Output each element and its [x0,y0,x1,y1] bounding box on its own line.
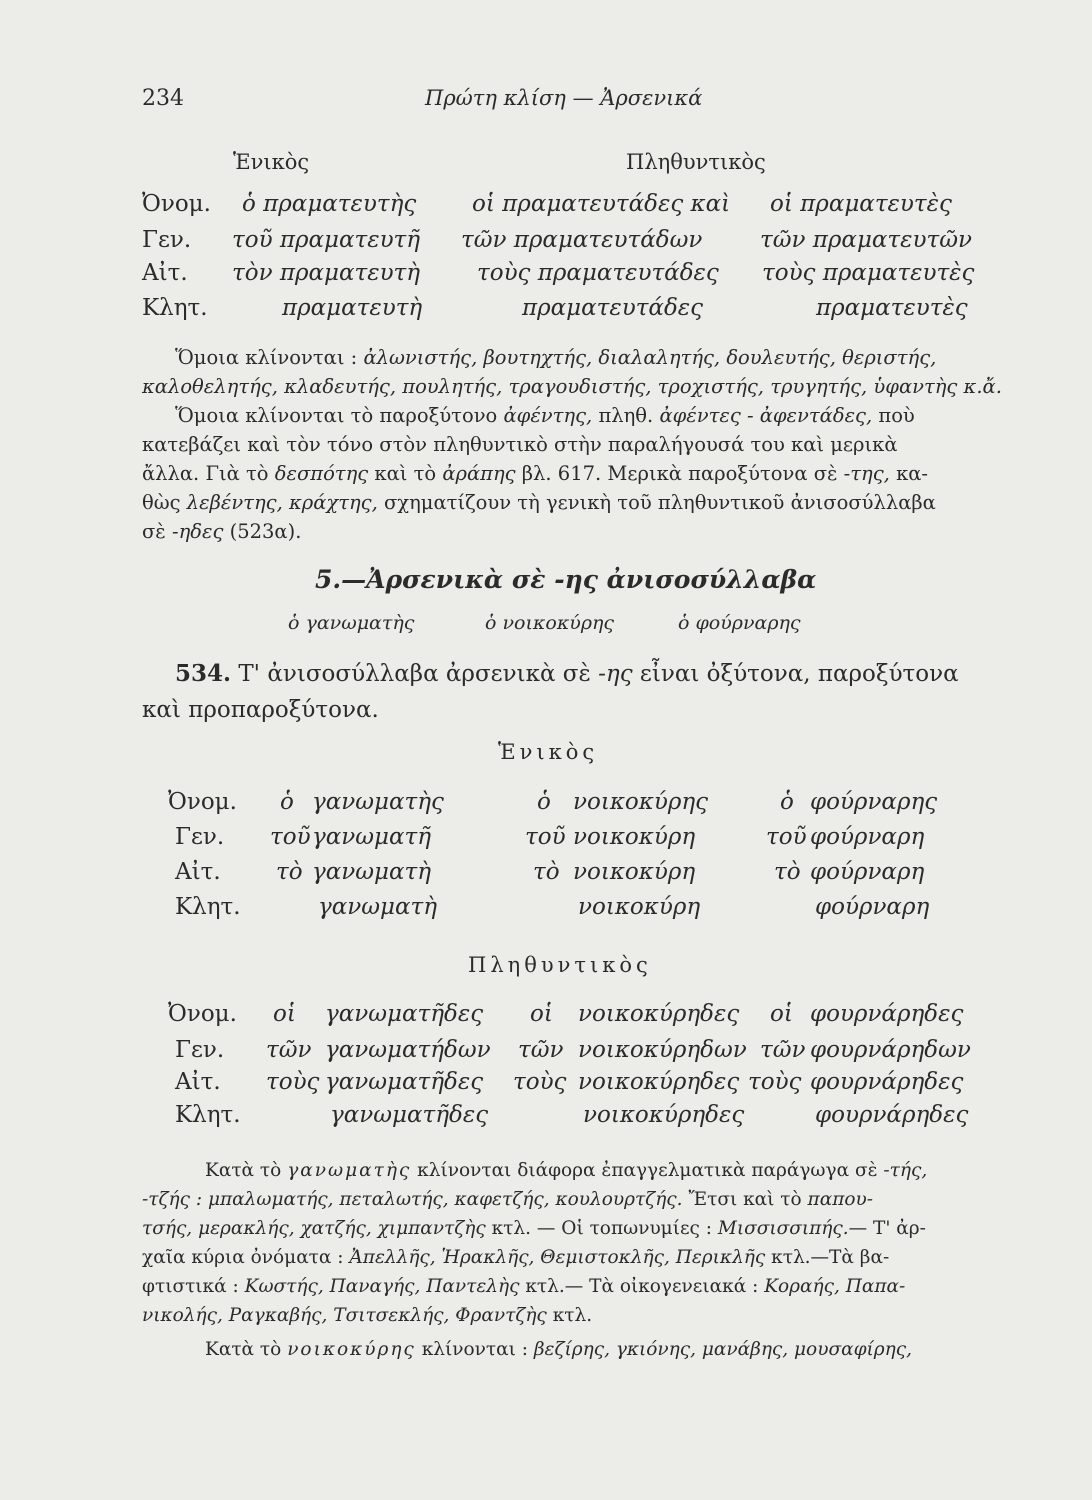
note-line: καλοθελητής, κλαδευτής, πουλητής, τραγουδιστής, τροχιστής, τρυγητής, ὑφαντὴς κ.ἄ. [142,375,1002,398]
note-line: θὼς λεβέντης, κράχτης, σχηματίζουν τὴ γενικὴ τοῦ πληθυντικοῦ ἀνισοσύλλαβα [142,491,936,514]
text-line: τσής, μερακλής, χατζής, χιμπαντζὴς κτλ. — Οἱ τοπωνυμίες : Μισσισσιπής.— Τ' ἀρ- [142,1218,926,1239]
running-title: Πρώτη κλίση — Ἀρσενικά [425,86,703,110]
article: τὸ [533,859,560,885]
case-label: Ὀνομ. [142,191,211,217]
article: τοὺς [748,1069,802,1095]
table-cell: φούρναρη [810,824,925,850]
case-label: Ὀνομ. [168,789,237,815]
case-label: Κλητ. [142,295,208,321]
text-line: φτιστικά : Κωστής, Παναγής, Παντελὴς κτλ.— Τὰ οἰκογενειακά : Κοραής, Παπα- [142,1276,906,1297]
section-title: 5.—Ἀρσενικὰ σὲ -ης ἀνισοσύλλαβα [315,565,817,594]
table-cell: πραματευτάδες [522,295,704,321]
article: οἱ [273,1001,296,1027]
article: οἱ [770,1001,793,1027]
table2-singular-header: Ἑνικὸς [498,740,599,764]
case-label: Αἰτ. [175,859,221,885]
article: τῶν [760,1037,806,1063]
table-cell: τοὺς πραματευτάδες [477,260,719,286]
table1-plural-header: Πληθυντικὸς [626,150,766,174]
article: τοῦ [270,824,311,850]
table-cell: τὸν πραματευτὴ [232,260,421,286]
case-label: Ὀνομ. [168,1001,237,1027]
table2-plural-header: Πληθυντικὸς [468,953,652,977]
article: ὁ [780,789,794,815]
text-line: -τζής : μπαλωματής, πεταλωτής, καφετζής, κουλουρτζής. Ἔτσι καὶ τὸ παπου- [142,1189,873,1210]
table-cell: νοικοκύρηδων [578,1037,747,1063]
text-line: Κατὰ τὸ γανωματὴς κλίνονται διάφορα ἐπαγγελματικὰ παράγωγα σὲ -τής, [205,1160,928,1181]
table-cell: νοικοκύρης [573,789,709,815]
article: τοῦ [525,824,566,850]
article: τῶν [266,1037,312,1063]
note-line: σὲ -ηδες (523α). [142,520,302,543]
section-example: ὁ γανωματὴς [288,612,415,634]
table-cell: φούρναρη [815,894,930,920]
paragraph-534: 534. Τ' ἀνισοσύλλαβα ἀρσενικὰ σὲ -ης εἶναι ὀξύτονα, παροξύτονα [175,660,959,687]
table-cell: πραματευτὲς [816,295,968,321]
table1-singular-header: Ἑνικὸς [233,150,310,174]
article: ὁ [537,789,551,815]
page-number: 234 [142,86,184,111]
table-cell: φούρναρη [810,859,925,885]
note-line: κατεβάζει καὶ τὸν τόνο στὸν πληθυντικὸ στὴν παραλήγουσά του καὶ μερικὰ [142,433,898,456]
table-cell: νοικοκύρη [578,894,701,920]
article: τοῦ [766,824,807,850]
article: τὸ [276,859,303,885]
paragraph-534-line2: καὶ προπαροξύτονα. [142,697,379,723]
article: τὸ [774,859,801,885]
table-cell: πραματευτὴ [282,295,423,321]
note-line: Ὅμοια κλίνονται : ἀλωνιστής, βουτηχτής, διαλαλητής, δουλευτής, θεριστής, [175,346,937,369]
table-cell: γανωματὴ [312,859,431,885]
section-example: ὁ νοικοκύρης [485,612,615,634]
case-label: Κλητ. [175,894,241,920]
table-cell: νοικοκύρη [573,859,696,885]
note-line: Ὅμοια κλίνονται τὸ παροξύτονο ἀφέντης, πληθ. ἀφέντες - ἀφεντάδες, ποὺ [175,404,915,427]
case-label: Γεν. [175,824,225,850]
table-cell: τοὺς πραματευτὲς [762,260,975,286]
text-line: Κατὰ τὸ νοικοκύρης κλίνονται : βεζίρης, γκιόνης, μανάβης, μουσαφίρης, [205,1339,912,1360]
table-cell: γανωματήδων [325,1037,491,1063]
article: τοὺς [513,1069,567,1095]
table-cell: φουρνάρηδες [810,1001,964,1027]
section-example: ὁ φούρναρης [678,612,801,634]
table-cell: γανωματῆ [312,824,431,850]
table-cell: γανωματὴς [312,789,444,815]
table-cell: ὁ πραματευτὴς [242,191,417,217]
table-cell: τῶν πραματευτάδων [461,227,703,253]
table-cell: οἱ πραματευτὲς [770,191,952,217]
table-cell: γανωματῆδες [325,1069,484,1095]
case-label: Αἰτ. [142,260,188,286]
table-cell: νοικοκύρη [573,824,696,850]
table-cell: γανωματὴ [318,894,437,920]
table-cell: νοικοκύρηδες [578,1001,740,1027]
paragraph-number: 534. [175,660,232,687]
case-label: Γεν. [175,1037,225,1063]
case-label: Γεν. [142,227,192,253]
table-cell: νοικοκύρηδες [578,1069,740,1095]
text-line: χαῖα κύρια ὀνόματα : Ἀπελλῆς, Ἡρακλῆς, Θεμιστοκλῆς, Περικλῆς κτλ.—Τὰ βα- [142,1247,890,1268]
case-label: Αἰτ. [175,1069,221,1095]
table-cell: φούρναρης [810,789,938,815]
table-cell: γανωματῆδες [325,1001,484,1027]
table-cell: γανωματῆδες [330,1102,489,1128]
article: οἱ [530,1001,553,1027]
text-line: νικολής, Ραγκαβής, Τσιτσεκλής, Φραντζὴς κτλ. [142,1305,593,1326]
table-cell: φουρνάρηδες [810,1069,964,1095]
note-line: ἄλλα. Γιὰ τὸ δεσπότης καὶ τὸ ἀράπης βλ. 617. Μερικὰ παροξύτονα σὲ -της, κα- [142,462,929,485]
table-cell: οἱ πραματευτάδες καὶ [472,191,731,217]
table-cell: τῶν πραματευτῶν [760,227,972,253]
case-label: Κλητ. [175,1102,241,1128]
table-cell: νοικοκύρηδες [583,1102,745,1128]
article: τοὺς [266,1069,320,1095]
table-cell: φουρνάρηδων [810,1037,971,1063]
article: τῶν [518,1037,564,1063]
article: ὁ [280,789,294,815]
table-cell: τοῦ πραματευτῆ [232,227,421,253]
table-cell: φουρνάρηδες [815,1102,969,1128]
